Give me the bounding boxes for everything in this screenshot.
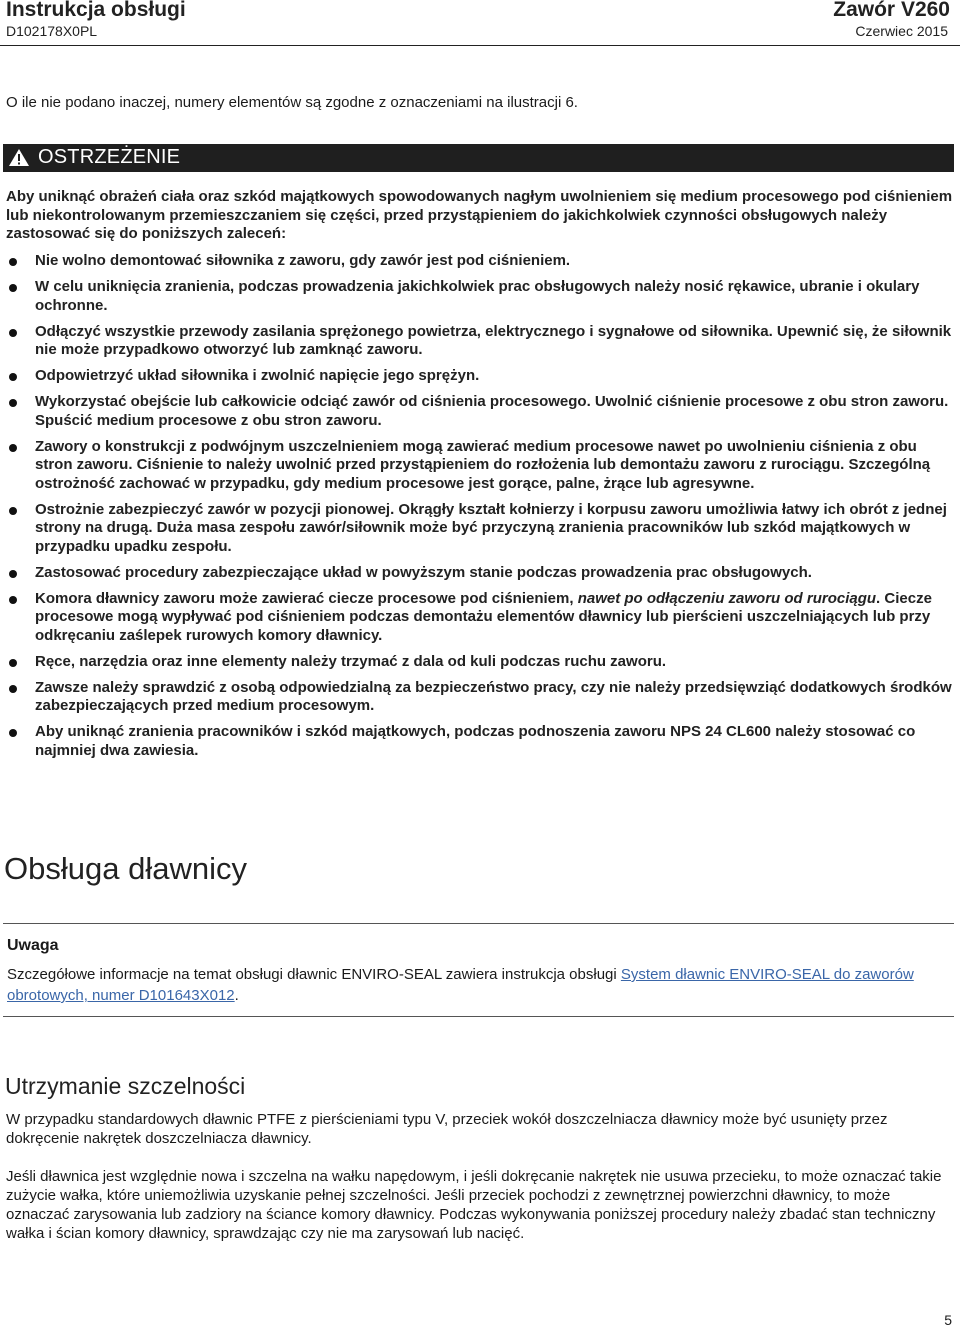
bullet-icon <box>9 399 17 407</box>
warning-item <box>6 252 954 271</box>
warning-item <box>6 590 954 646</box>
note-text-post: . <box>234 987 239 1004</box>
document-code: D102178X0PL <box>6 23 98 39</box>
intro-text: O ile nie podano inaczej, numery elementów są zgodne z oznaczeniami na ilustracji 6. <box>6 94 578 111</box>
warning-item-text: Nie wolno demontować siłownika z zaworu, gdy zawór jest pod ciśnieniem. <box>35 252 571 269</box>
note-box <box>3 923 954 1017</box>
bullet-icon <box>9 729 17 737</box>
warning-item-text-em: nawet po odłączeniu zaworu od rurociągu <box>577 589 877 607</box>
bullet-icon <box>9 507 17 515</box>
warning-item-text: Odpowietrzyć układ siłownika i zwolnić napięcie jego sprężyn. <box>35 367 480 384</box>
note-text-pre: Szczegółowe informacje na temat obsługi dławnic ENVIRO-SEAL zawiera instrukcja obsługi <box>7 966 621 983</box>
bullet-icon <box>9 373 17 381</box>
warning-item-text: Ostrożnie zabezpieczyć zawór w pozycji pionowej. Okrągły kształt kołnierzy i korpusu zaworu umożliwia łatwy ich obrót z jednej strony na drugą. Duża masa zespołu zawór/siłownik może być przyczyną zranienia pracowników lub szkód majątkowych w przypadku upadku zespołu. <box>35 500 947 555</box>
bullet-icon <box>9 284 17 292</box>
warning-item-text: Zawory o konstrukcji z podwójnym uszczelnieniem mogą zawierać medium procesowe nawet po uwolnieniu ciśnienia z obu stron zaworu. Ciśnienie to należy uwolnić przed przystąpieniem do rozłożenia lub demontażu zaworu z rurociągu. Szczególną ostrożność zachować w przypadku, gdy medium procesowe jest gorące, palne, żrące lub agresywne. <box>35 437 931 492</box>
warning-item-text: Zastosować procedury zabezpieczające układ w powyższym stanie podczas prowadzenia prac obsługowych. <box>35 563 812 581</box>
warning-item <box>6 564 954 583</box>
paragraph-1: W przypadku standardowych dławnic PTFE z pierścieniami typu V, przeciek wokół doszczelniacza dławnicy może być usunięty przez dokręcenie nakrętek doszczelniacza dławnicy. <box>6 1111 888 1147</box>
warning-item <box>6 367 954 386</box>
warning-title: OSTRZEŻENIE <box>38 146 181 168</box>
section-heading-packing: Obsługa dławnicy <box>4 851 247 886</box>
section-heading-sealing: Utrzymanie szczelności <box>5 1073 246 1099</box>
header-divider <box>0 45 960 46</box>
bullet-icon <box>9 570 17 578</box>
bullet-icon <box>9 659 17 667</box>
warning-item-text-pre: Komora dławnicy zaworu może zawierać ciecze procesowe pod ciśnieniem, <box>35 589 578 607</box>
warning-item-text: Ręce, narzędzia oraz inne elementy należy trzymać z dala od kuli podczas ruchu zaworu. <box>35 652 667 670</box>
warning-item <box>6 393 954 430</box>
warning-item-text: Aby uniknąć zranienia pracowników i szkód majątkowych, podczas podnoszenia zaworu NPS 24 CL600 należy stosować co najmniej dwa zawiesia. <box>35 723 916 759</box>
publication-date: Czerwiec 2015 <box>855 23 948 39</box>
warning-item <box>6 438 954 494</box>
warning-triangle-icon <box>8 148 30 172</box>
warning-item-text: W celu uniknięcia zranienia, podczas prowadzenia jakichkolwiek prac obsługowych należy nosić rękawice, ubranie i okulary ochronne. <box>35 278 920 314</box>
product-name: Zawór V260 <box>833 0 950 21</box>
warning-item <box>6 323 954 360</box>
note-text <box>7 964 951 1006</box>
bullet-icon <box>9 258 17 266</box>
bullet-icon <box>9 596 17 604</box>
warning-item <box>6 501 954 557</box>
document-title: Instrukcja obsługi <box>6 0 186 21</box>
manual-link[interactable]: System dławnic ENVIRO-SEAL do zaworów obrotowych, numer D101643X012 <box>7 966 914 1004</box>
warning-body: Aby uniknąć obrażeń ciała oraz szkód majątkowych spowodowanych nagłym uwolnieniem się medium procesowego pod ciśnieniem lub niekontrolowanym przemieszczaniem się części, przed przystąpieniem do jakichkolwiek czynności obsługowych należy zastosować się do poniższych zaleceń: <box>6 188 953 242</box>
warning-item-text: Zawsze należy sprawdzić z osobą odpowiedzialną za bezpieczeństwo pracy, czy nie należy przedsięwziąć dodatkowych środków zabezpieczających przed medium procesowym. <box>35 678 952 714</box>
page-number: 5 <box>944 1312 952 1328</box>
warning-item-text: Odłączyć wszystkie przewody zasilania sprężonego powietrza, elektrycznego i sygnałowe od siłownika. Upewnić się, że siłownik nie może przypadkowo otworzyć lub zamknąć zaworu. <box>35 322 952 358</box>
warning-item-text: Wykorzystać obejście lub całkowicie odciąć zawór od ciśnienia procesowego. Uwolnić ciśnienie procesowe z obu stron zaworu. Spuścić medium procesowe z obu stron zaworu. <box>35 393 949 429</box>
bullet-icon <box>9 329 17 337</box>
bullet-icon <box>9 685 17 693</box>
warning-item <box>6 653 954 672</box>
warning-banner <box>3 144 954 172</box>
warning-item <box>6 723 954 760</box>
warning-list <box>6 252 954 768</box>
page-header <box>0 0 960 48</box>
bullet-icon <box>9 444 17 452</box>
note-title: Uwaga <box>7 937 59 954</box>
warning-item <box>6 679 954 716</box>
warning-item <box>6 278 954 315</box>
paragraph-2: Jeśli dławnica jest względnie nowa i szczelna na wałku napędowym, i jeśli dokręcanie nakrętek nie usuwa przecieku, to może oznaczać takie zużycie wałka, które uniemożliwia uzyskanie pełnej szczelności. Jeśli przeciek pochodzi z zewnętrznej powierzchni dławnicy, to może oznaczać zarysowania lub zadziory na ściance komory dławnicy. Podczas wykonywania poniższej procedury należy zbadać stan techniczny wałka i ścian komory dławnicy, sprawdzając czy nie ma zarysowań lub nacięć. <box>6 1168 942 1242</box>
warning-item-text-post: . Ciecze procesowe mogą wypływać pod ciśnieniem podczas demontażu elementów dławnicy lub pierścieni uszczelniających lub przy odkręcaniu zaślepek rurowych komory dławnicy. <box>35 589 932 644</box>
